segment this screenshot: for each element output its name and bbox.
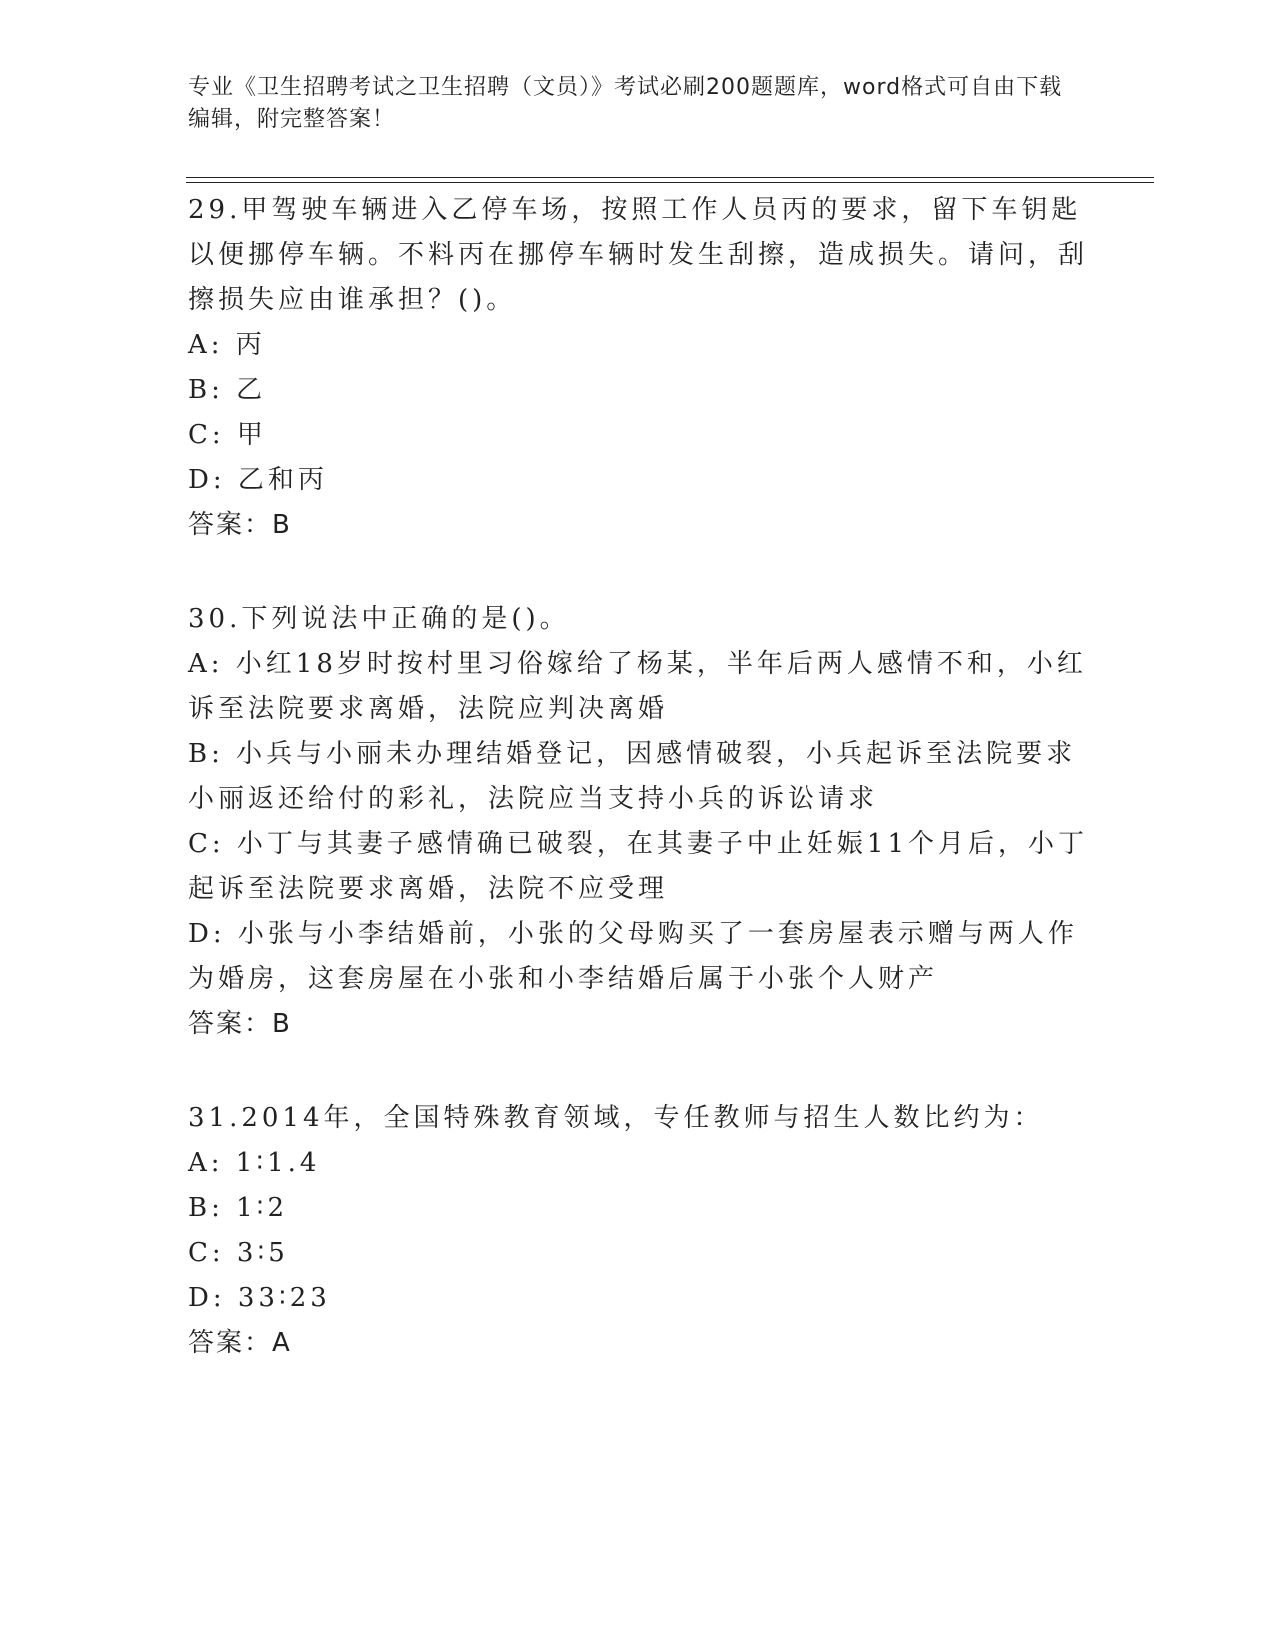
option-a: A: 小红18岁时按村里习俗嫁给了杨某，半年后两人感情不和，小红诉至法院要求离婚，法院应判决离婚	[188, 649, 1087, 724]
option-b: B: 小兵与小丽未办理结婚登记，因感情破裂，小兵起诉至法院要求小丽返还给付的彩礼，法院应当支持小兵的诉讼请求	[188, 739, 1077, 814]
question-stem: 29.甲驾驶车辆进入乙停车场，按照工作人员丙的要求，留下车钥匙以便挪停车辆。不料丙在挪停车辆时发生刮擦，造成损失。请问，刮擦损失应由谁承担？()。	[188, 195, 1089, 315]
question-31	[188, 1096, 1088, 1366]
option-d: D: 33∶23	[188, 1283, 331, 1313]
option-b: B: 1∶2	[188, 1193, 288, 1223]
option-a: A: 1∶1.4	[188, 1148, 321, 1178]
header-divider-top	[186, 177, 1154, 178]
question-29	[188, 188, 1088, 548]
question-stem: 31.2014年，全国特殊教育领域，专任教师与招生人数比约为：	[188, 1103, 1044, 1133]
option-d: D: 乙和丙	[188, 465, 328, 495]
answer-line: 答案：A	[188, 1328, 292, 1358]
option-a: A: 丙	[188, 330, 266, 360]
option-c: C: 甲	[188, 420, 267, 450]
question-stem: 30.下列说法中正确的是()。	[188, 604, 570, 634]
answer-line: 答案：B	[188, 510, 292, 540]
document-header: 专业《卫生招聘考试之卫生招聘（文员）》考试必刷200题题库，word格式可自由下载编辑，附完整答案！	[188, 75, 1063, 132]
header-divider-bottom	[186, 182, 1154, 183]
option-d: D: 小张与小李结婚前，小张的父母购买了一套房屋表示赠与两人作为婚房，这套房屋在小张和小李结婚后属于小张个人财产	[188, 919, 1078, 994]
option-c: C: 小丁与其妻子感情确已破裂，在其妻子中止妊娠11个月后，小丁起诉至法院要求离婚，法院不应受理	[188, 829, 1089, 904]
answer-line: 答案：B	[188, 1009, 292, 1039]
option-c: C: 3∶5	[188, 1238, 289, 1268]
option-b: B: 乙	[188, 375, 267, 405]
question-30	[188, 597, 1088, 1047]
